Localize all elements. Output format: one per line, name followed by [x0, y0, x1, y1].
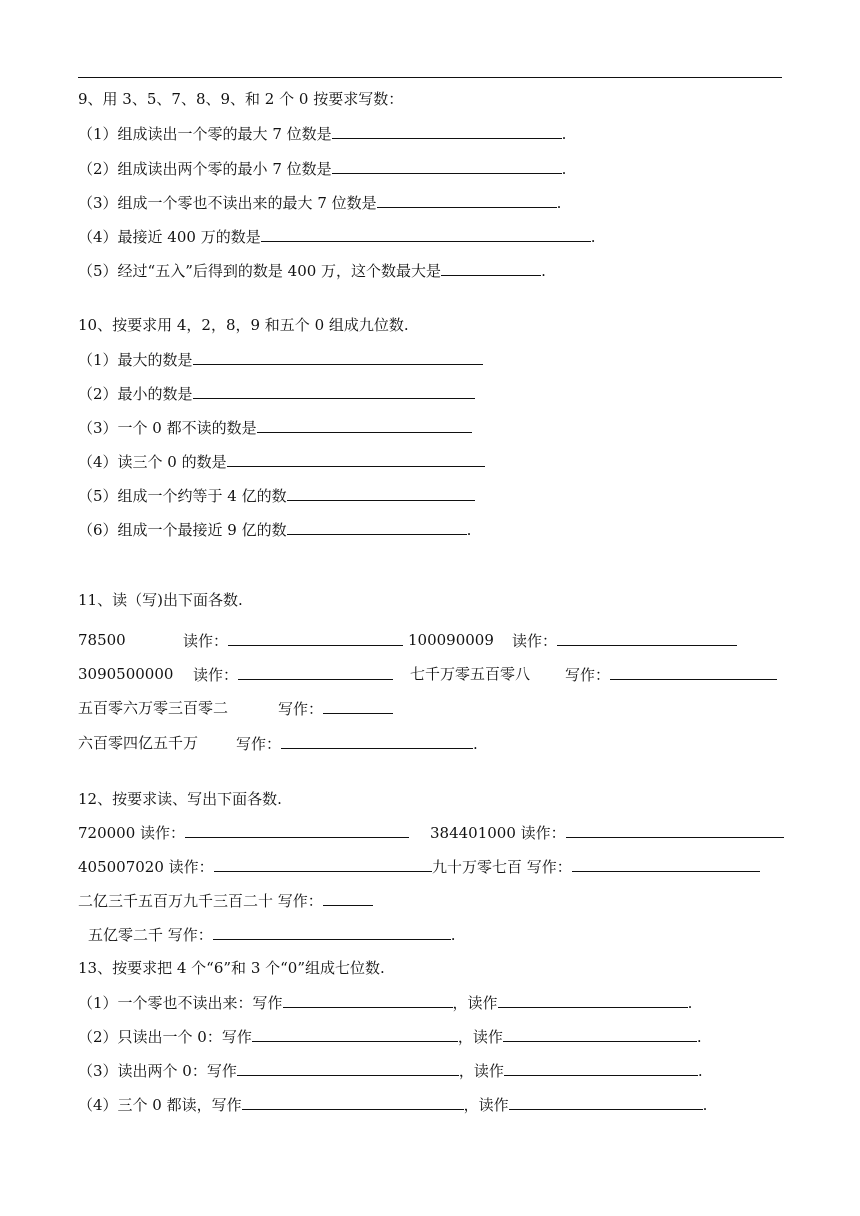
q11-chinese-number-1: 七千万零五百零八: [410, 665, 531, 683]
q9-item-1-label: （1）组成读出一个零的最大 7 位数是: [78, 125, 332, 143]
q12-row2-b-label: 九十万零七百 写作：: [432, 858, 572, 876]
q10-item-6-label: （6）组成一个最接近 9 亿的数: [78, 521, 287, 539]
period: .: [450, 926, 456, 944]
q10-item-2: [78, 383, 475, 403]
q13-item-3-write-blank[interactable]: [237, 1060, 459, 1076]
write-as-label: 写作：: [565, 666, 611, 684]
q11-row1-a-field: [183, 630, 403, 651]
period: .: [696, 1028, 702, 1046]
q11-row4-field: [236, 733, 478, 754]
q9-item-1: [78, 123, 566, 143]
q13-item-1-label: （1）一个零也不读出来：写作: [78, 994, 283, 1012]
q10-item-3-label: （3）一个 0 都不读的数是: [78, 419, 257, 437]
q11-number-3090500000: 3090500000: [78, 665, 174, 683]
read-as-label: 读作：: [183, 632, 229, 650]
period: .: [697, 1062, 703, 1080]
q10-item-4: [78, 451, 485, 471]
q12-row2-b: [432, 856, 760, 877]
q11-row4-answer-blank[interactable]: [281, 733, 473, 749]
q13-item-2-write-blank[interactable]: [252, 1026, 458, 1042]
write-as-label: 写作：: [278, 700, 324, 718]
q13-item-3: [78, 1060, 703, 1080]
q13-item-1-read-blank[interactable]: [498, 992, 688, 1008]
q12-row3-label: 二亿三千五百万九千三百二十 写作：: [78, 892, 323, 910]
q12-row1-a: [78, 822, 409, 843]
period: .: [702, 1096, 708, 1114]
read-as-label: ，读作: [457, 1028, 503, 1046]
read-as-label: 读作：: [193, 666, 239, 684]
q11-row3-answer-blank[interactable]: [323, 698, 393, 714]
q9-title: 9、用 3、5、7、8、9、和 2 个 0 按要求写数：: [78, 90, 404, 108]
q9-item-2-answer-blank[interactable]: [332, 158, 562, 174]
q13-item-4-write-blank[interactable]: [242, 1094, 464, 1110]
q11-row3-field: [278, 698, 393, 719]
q10-item-6-answer-blank[interactable]: [287, 519, 467, 535]
q11-row1-b-answer-blank[interactable]: [557, 630, 737, 646]
q11-chinese-number-2: 五百零六万零三百零二: [78, 699, 229, 717]
q10-item-2-answer-blank[interactable]: [193, 383, 475, 399]
q10-item-3-answer-blank[interactable]: [257, 417, 472, 433]
q11-row1-a-answer-blank[interactable]: [228, 630, 403, 646]
q13-item-2: [78, 1026, 702, 1046]
q13-title: 13、按要求把 4 个“6”和 3 个“0”组成七位数.: [78, 959, 385, 977]
period: .: [561, 125, 567, 143]
q9-item-2: [78, 158, 566, 178]
q12-row1-a-answer-blank[interactable]: [185, 822, 409, 838]
q12-row2-a-answer-blank[interactable]: [214, 856, 432, 872]
q9-item-5-label: （5）经过“五入”后得到的数是 400 万，这个数最大是: [78, 262, 442, 280]
q12-row4: [88, 924, 456, 945]
q11-title: 11、读（写)出下面各数.: [78, 591, 243, 609]
q9-item-5: [78, 260, 546, 280]
write-as-label: 写作：: [236, 735, 282, 753]
q9-item-2-label: （2）组成读出两个零的最小 7 位数是: [78, 160, 332, 178]
q13-item-4-read-blank[interactable]: [509, 1094, 703, 1110]
read-as-label: ，读作: [463, 1096, 509, 1114]
q12-row3: [78, 890, 373, 911]
q13-item-4-label: （4）三个 0 都读，写作: [78, 1096, 242, 1114]
q10-item-4-answer-blank[interactable]: [227, 451, 485, 467]
q9-item-3: [78, 192, 561, 212]
q11-number-100090009: 100090009: [408, 631, 494, 649]
q9-item-4-label: （4）最接近 400 万的数是: [78, 228, 261, 246]
q10-item-1-label: （1）最大的数是: [78, 351, 193, 369]
q9-item-4: [78, 226, 596, 246]
q10-item-5: [78, 485, 475, 505]
period: .: [561, 160, 567, 178]
q10-item-5-answer-blank[interactable]: [287, 485, 475, 501]
period: .: [541, 262, 546, 280]
q12-row3-answer-blank[interactable]: [323, 890, 373, 906]
q11-row2-b-answer-blank[interactable]: [610, 664, 777, 680]
q11-row2-a-field: [193, 664, 393, 685]
q9-item-3-label: （3）组成一个零也不读出来的最大 7 位数是: [78, 194, 377, 212]
q12-row1-b: [430, 822, 784, 843]
q10-item-4-label: （4）读三个 0 的数是: [78, 453, 227, 471]
period: .: [473, 735, 478, 753]
q10-item-1: [78, 349, 483, 369]
q9-item-4-answer-blank[interactable]: [261, 226, 591, 242]
q13-item-1-write-blank[interactable]: [283, 992, 453, 1008]
q10-item-3: [78, 417, 472, 437]
read-as-label: ，读作: [452, 994, 498, 1012]
q9-item-5-answer-blank[interactable]: [441, 260, 541, 276]
q9-item-3-answer-blank[interactable]: [377, 192, 557, 208]
q12-row2-b-answer-blank[interactable]: [572, 856, 760, 872]
period: .: [466, 521, 472, 539]
q10-item-1-answer-blank[interactable]: [193, 349, 483, 365]
q11-number-78500: 78500: [78, 631, 126, 649]
q12-row2-a: [78, 856, 432, 877]
q10-title: 10、按要求用 4，2，8，9 和五个 0 组成九位数.: [78, 316, 409, 334]
q12-row1-b-label: 384401000 读作：: [430, 824, 566, 842]
period: .: [590, 228, 596, 246]
period: .: [687, 994, 693, 1012]
q11-row2-b-field: [565, 664, 777, 685]
q11-row1-b-field: [512, 630, 737, 651]
q10-item-6: [78, 519, 471, 539]
q10-item-2-label: （2）最小的数是: [78, 385, 193, 403]
q13-item-4: [78, 1094, 707, 1114]
q13-item-2-label: （2）只读出一个 0：写作: [78, 1028, 252, 1046]
q13-item-3-label: （3）读出两个 0：写作: [78, 1062, 237, 1080]
q11-row2-a-answer-blank[interactable]: [238, 664, 393, 680]
q12-row2-a-label: 405007020 读作：: [78, 858, 214, 876]
q13-item-2-read-blank[interactable]: [503, 1026, 697, 1042]
q12-row4-label: 五亿零二千 写作：: [88, 926, 213, 944]
q12-row1-b-answer-blank[interactable]: [566, 822, 784, 838]
header-rule: [78, 77, 782, 78]
period: .: [556, 194, 562, 212]
read-as-label: 读作：: [512, 632, 558, 650]
q12-row4-answer-blank[interactable]: [213, 924, 451, 940]
q11-chinese-number-3: 六百零四亿五千万: [78, 734, 199, 752]
q12-title: 12、按要求读、写出下面各数.: [78, 790, 282, 808]
q10-item-5-label: （5）组成一个约等于 4 亿的数: [78, 487, 287, 505]
q9-item-1-answer-blank[interactable]: [332, 123, 562, 139]
q13-item-3-read-blank[interactable]: [504, 1060, 698, 1076]
q13-item-1: [78, 992, 692, 1012]
read-as-label: ，读作: [458, 1062, 504, 1080]
q12-row1-a-label: 720000 读作：: [78, 824, 186, 842]
